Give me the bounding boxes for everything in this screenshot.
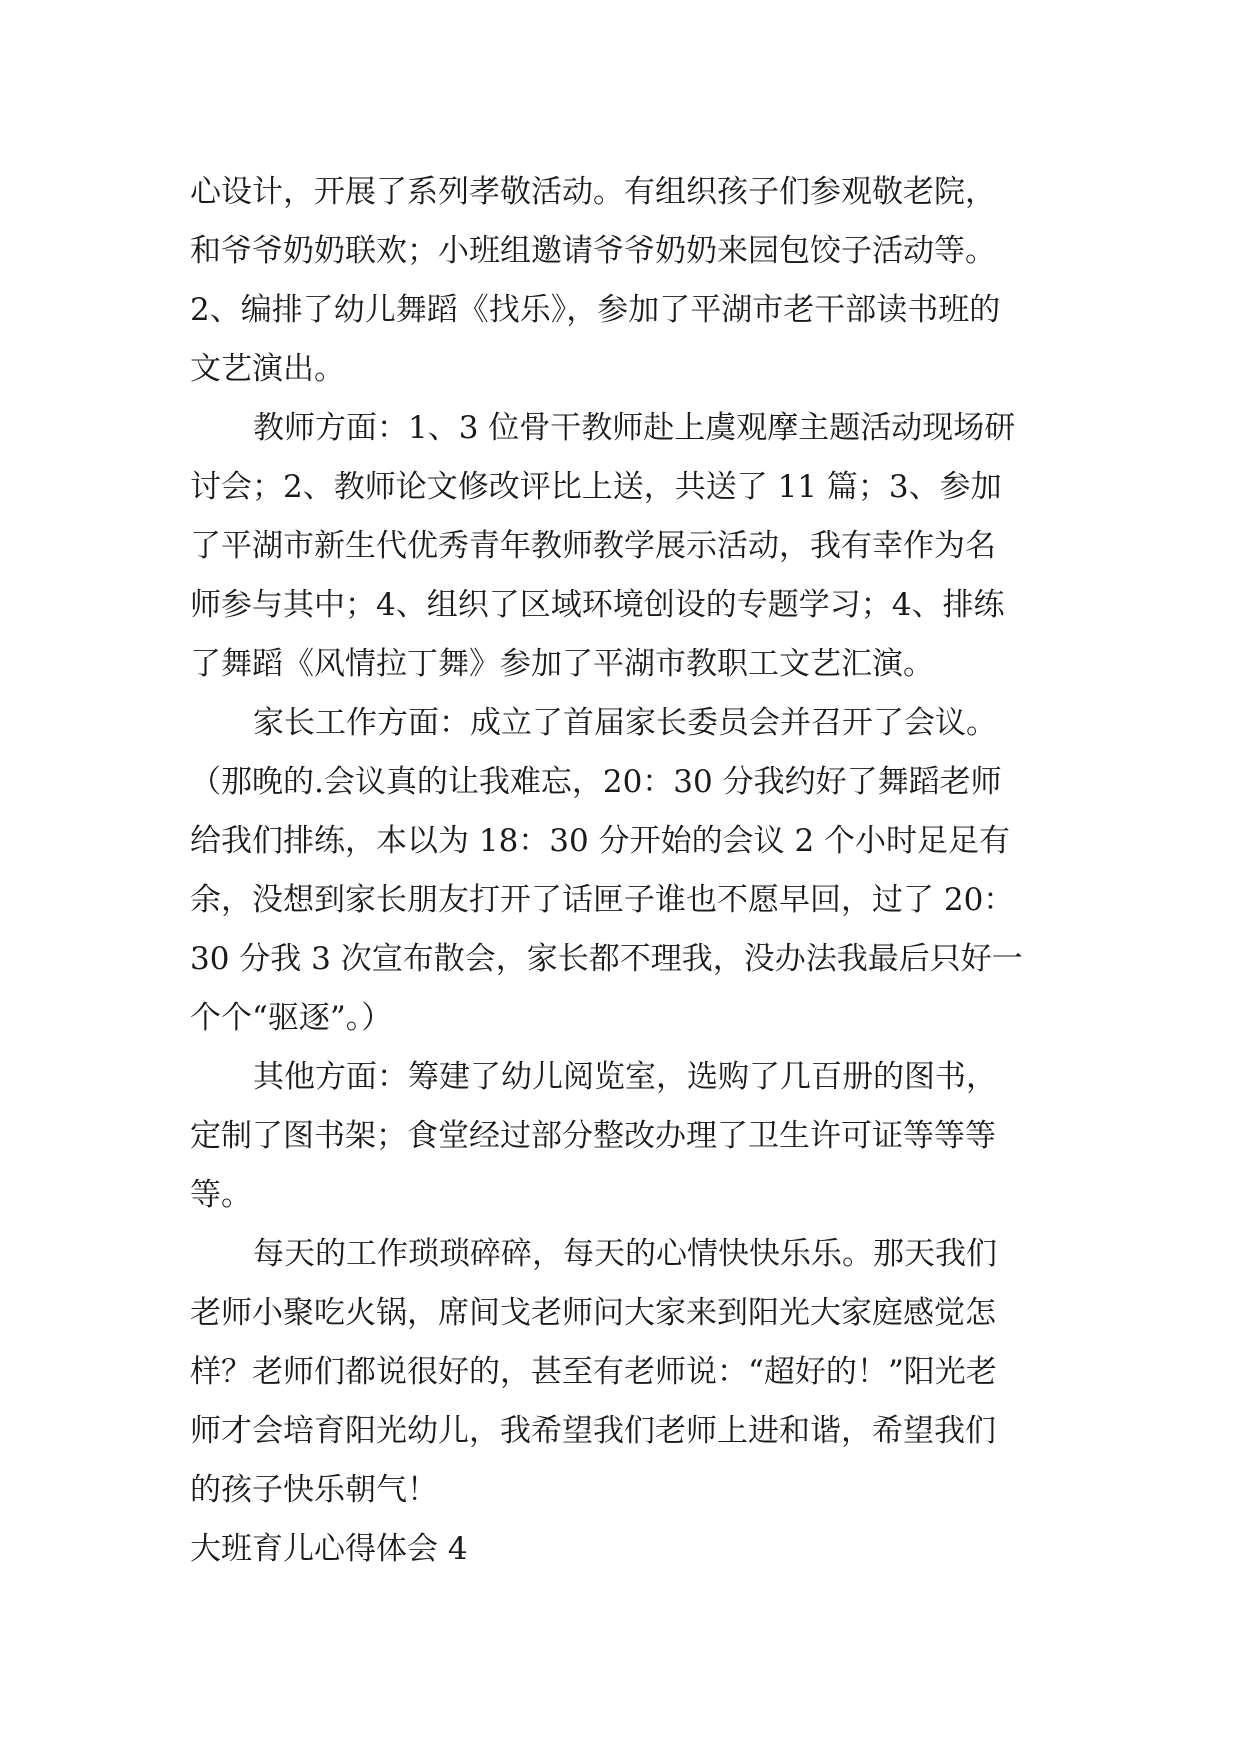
text-line: 等。 (190, 1177, 252, 1213)
text-line: 了平湖市新生代优秀青年教师教学展示活动，我有幸作为名 (190, 528, 996, 564)
document-body (190, 163, 1090, 1579)
text-line: 的孩子快乐朝气！ (190, 1472, 438, 1508)
text-line: 文艺演出。 (190, 351, 345, 387)
text-line: 师参与其中；4、组织了区域环境创设的专题学习；4、排练 (190, 587, 1005, 623)
text-line: 30 分我 3 次宣布散会，家长都不理我，没办法我最后只好一 (190, 941, 1023, 977)
text-line: 老师小聚吃火锅，席间戈老师问大家来到阳光大家庭感觉怎 (190, 1295, 996, 1331)
text-line: 教师方面：1、3 位骨干教师赴上虞观摩主题活动现场研 (253, 410, 1016, 446)
text-line: 和爷爷奶奶联欢；小班组邀请爷爷奶奶来园包饺子活动等。 (190, 233, 996, 269)
text-line: 了舞蹈《风情拉丁舞》参加了平湖市教职工文艺汇演。 (190, 646, 934, 682)
text-line: （那晚的.会议真的让我难忘，20：30 分我约好了舞蹈老师 (190, 764, 1002, 800)
text-line: 心设计，开展了系列孝敬活动。有组织孩子们参观敬老院， (190, 174, 996, 210)
section-heading: 大班育儿心得体会 4 (190, 1531, 468, 1567)
text-line: 讨会；2、教师论文修改评比上送，共送了 11 篇；3、参加 (190, 469, 1002, 505)
text-line: 每天的工作琐琐碎碎，每天的心情快快乐乐。那天我们 (253, 1236, 997, 1272)
text-line: 样？老师们都说很好的，甚至有老师说：“超好的！”阳光老 (190, 1354, 997, 1390)
text-line: 其他方面：筹建了幼儿阅览室，选购了几百册的图书， (253, 1059, 997, 1095)
text-line: 家长工作方面：成立了首届家长委员会并召开了会议。 (253, 705, 997, 741)
text-line: 余，没想到家长朋友打开了话匣子谁也不愿早回，过了 20： (190, 882, 1015, 918)
text-line: 个个“驱逐”。） (190, 1000, 393, 1036)
text-line: 师才会培育阳光幼儿，我希望我们老师上进和谐，希望我们 (190, 1413, 996, 1449)
text-line: 给我们排练，本以为 18：30 分开始的会议 2 个小时足足有 (190, 823, 1011, 859)
text-line: 2、编排了幼儿舞蹈《找乐》，参加了平湖市老干部读书班的 (190, 292, 1001, 328)
text-line: 定制了图书架；食堂经过部分整改办理了卫生许可证等等等 (190, 1118, 996, 1154)
